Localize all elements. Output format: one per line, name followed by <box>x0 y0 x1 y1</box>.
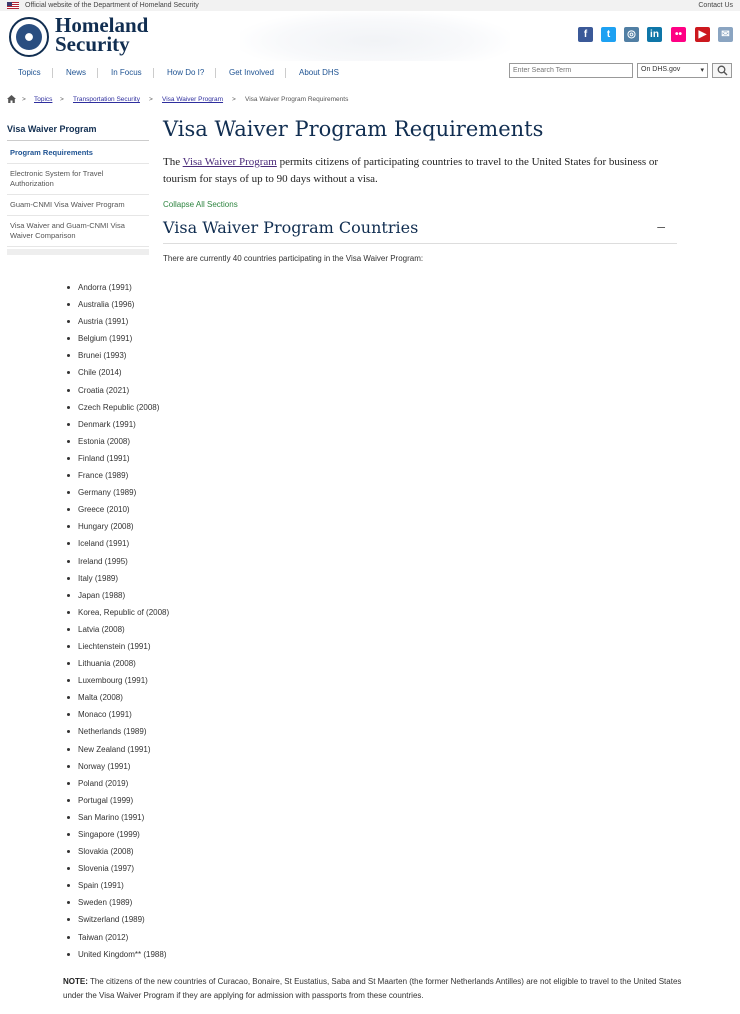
collapse-toggle-icon[interactable]: – <box>657 218 665 234</box>
nav-topics[interactable]: Topics <box>18 68 41 77</box>
official-banner <box>0 0 740 11</box>
list-item: Singapore (1999) <box>63 827 169 844</box>
list-item: Spain (1991) <box>63 878 169 895</box>
list-item: Monaco (1991) <box>63 707 169 724</box>
accordion-header-countries[interactable] <box>163 215 677 244</box>
list-item: Andorra (1991) <box>63 280 169 297</box>
list-item: Taiwan (2012) <box>63 930 169 947</box>
list-item: Brunei (1993) <box>63 348 169 365</box>
nav-divider <box>215 68 216 78</box>
note-label: NOTE: <box>63 977 88 986</box>
linkedin-icon[interactable]: in <box>647 27 662 42</box>
list-item: Italy (1989) <box>63 571 169 588</box>
collapse-all-sections-link[interactable]: Collapse All Sections <box>163 200 238 209</box>
list-item: Hungary (2008) <box>63 519 169 536</box>
nav-divider <box>285 68 286 78</box>
list-item: Croatia (2021) <box>63 383 169 400</box>
nav-divider <box>52 68 53 78</box>
sidebar-footer-bar <box>7 249 149 255</box>
list-item: Malta (2008) <box>63 690 169 707</box>
intro-vwp-link[interactable]: Visa Waiver Program <box>182 156 277 168</box>
list-item: Japan (1988) <box>63 588 169 605</box>
list-item: Belgium (1991) <box>63 331 169 348</box>
sidebar-item-esta[interactable]: Electronic System for Travel Authorization <box>7 164 149 195</box>
note-paragraph <box>63 975 683 1003</box>
intro-paragraph <box>163 154 677 188</box>
breadcrumb-topics[interactable]: Topics <box>34 96 53 103</box>
list-item: Slovakia (2008) <box>63 844 169 861</box>
breadcrumb-separator: > <box>149 96 153 103</box>
list-item: Iceland (1991) <box>63 536 169 553</box>
nav-divider <box>97 68 98 78</box>
breadcrumb-separator: > <box>232 96 236 103</box>
list-item: Czech Republic (2008) <box>63 400 169 417</box>
flickr-icon[interactable]: •• <box>671 27 686 42</box>
breadcrumb-transportation-security[interactable]: Transportation Security <box>73 96 140 103</box>
chevron-down-icon: ▾ <box>700 67 704 74</box>
contact-us-link[interactable]: Contact Us <box>698 2 733 9</box>
breadcrumb-separator: > <box>22 96 26 103</box>
list-item: Korea, Republic of (2008) <box>63 605 169 622</box>
list-item: Slovenia (1997) <box>63 861 169 878</box>
list-item: Netherlands (1989) <box>63 724 169 741</box>
nav-how-do-i[interactable]: How Do I? <box>167 68 205 77</box>
home-icon[interactable] <box>7 95 16 105</box>
nav-get-involved[interactable]: Get Involved <box>229 68 274 77</box>
list-item: Austria (1991) <box>63 314 169 331</box>
twitter-icon[interactable]: t <box>601 27 616 42</box>
sidebar-item-guam-cnmi[interactable]: Guam-CNMI Visa Waiver Program <box>7 195 149 216</box>
list-item: New Zealand (1991) <box>63 742 169 759</box>
breadcrumb-separator: > <box>60 96 64 103</box>
list-item: United Kingdom** (1988) <box>63 947 169 964</box>
intro-suffix: permits citizens of participating countries to travel to the United States for business or tourism for stays of up to 90 days without a visa. <box>163 156 659 185</box>
nav-news[interactable]: News <box>66 68 87 77</box>
intro-prefix: The <box>163 156 183 168</box>
list-item: Latvia (2008) <box>63 622 169 639</box>
search-scope-value: On DHS.gov <box>641 66 681 73</box>
list-item: Lithuania (2008) <box>63 656 169 673</box>
list-item: Germany (1989) <box>63 485 169 502</box>
section-title: Visa Waiver Program Countries <box>163 218 419 237</box>
instagram-icon[interactable]: ◎ <box>624 27 639 42</box>
nav-about-dhs[interactable]: About DHS <box>299 68 340 77</box>
site-header <box>0 11 740 63</box>
countries-count-text: There are currently 40 countries participating in the Visa Waiver Program: <box>163 254 424 263</box>
email-icon[interactable]: ✉ <box>718 27 733 42</box>
search-input[interactable] <box>509 63 633 78</box>
list-item: Australia (1996) <box>63 297 169 314</box>
sidebar-item-comparison[interactable]: Visa Waiver and Guam-CNMI Visa Waiver Comparison <box>7 216 149 247</box>
sidebar-item-program-requirements[interactable]: Program Requirements <box>7 143 149 164</box>
breadcrumb-visa-waiver-program[interactable]: Visa Waiver Program <box>162 96 224 103</box>
site-logo-text[interactable] <box>55 13 149 56</box>
list-item: Portugal (1999) <box>63 793 169 810</box>
list-item: Greece (2010) <box>63 502 169 519</box>
list-item: Denmark (1991) <box>63 417 169 434</box>
countries-list <box>63 280 169 964</box>
nav-in-focus[interactable]: In Focus <box>111 68 142 77</box>
list-item: Estonia (2008) <box>63 434 169 451</box>
list-item: San Marino (1991) <box>63 810 169 827</box>
breadcrumb-current: Visa Waiver Program Requirements <box>245 96 349 103</box>
list-item: Luxembourg (1991) <box>63 673 169 690</box>
list-item: Switzerland (1989) <box>63 912 169 929</box>
search-scope-select[interactable] <box>637 63 708 78</box>
sidebar-nav <box>7 118 149 255</box>
note-text: The citizens of the new countries of Curacao, Bonaire, St Eustatius, Saba and St Maarten (the former Netherlands Antilles) are not eligible to travel to the United States under the Visa Waiver Program if they are applying for admission with passports from these countries. <box>63 977 682 1000</box>
main-content <box>163 114 677 263</box>
search-button[interactable] <box>712 63 732 78</box>
logo-line-1: Homeland <box>55 13 149 37</box>
list-item: Chile (2014) <box>63 365 169 382</box>
dhs-seal-logo[interactable] <box>9 17 49 57</box>
logo-line-2: Security <box>55 32 130 56</box>
nav-divider <box>153 68 154 78</box>
list-item: Poland (2019) <box>63 776 169 793</box>
search-icon <box>717 65 728 76</box>
list-item: Norway (1991) <box>63 759 169 776</box>
page-title: Visa Waiver Program Requirements <box>163 117 544 141</box>
official-text: Official website of the Department of Homeland Security <box>25 2 199 9</box>
list-item: Finland (1991) <box>63 451 169 468</box>
list-item: France (1989) <box>63 468 169 485</box>
list-item: Liechtenstein (1991) <box>63 639 169 656</box>
list-item: Ireland (1995) <box>63 554 169 571</box>
facebook-icon[interactable]: f <box>578 27 593 42</box>
list-item: Sweden (1989) <box>63 895 169 912</box>
us-flag-icon <box>7 2 19 9</box>
youtube-icon[interactable]: ▶ <box>695 27 710 42</box>
header-watermark <box>240 11 510 61</box>
sidebar-title[interactable]: Visa Waiver Program <box>7 118 149 141</box>
